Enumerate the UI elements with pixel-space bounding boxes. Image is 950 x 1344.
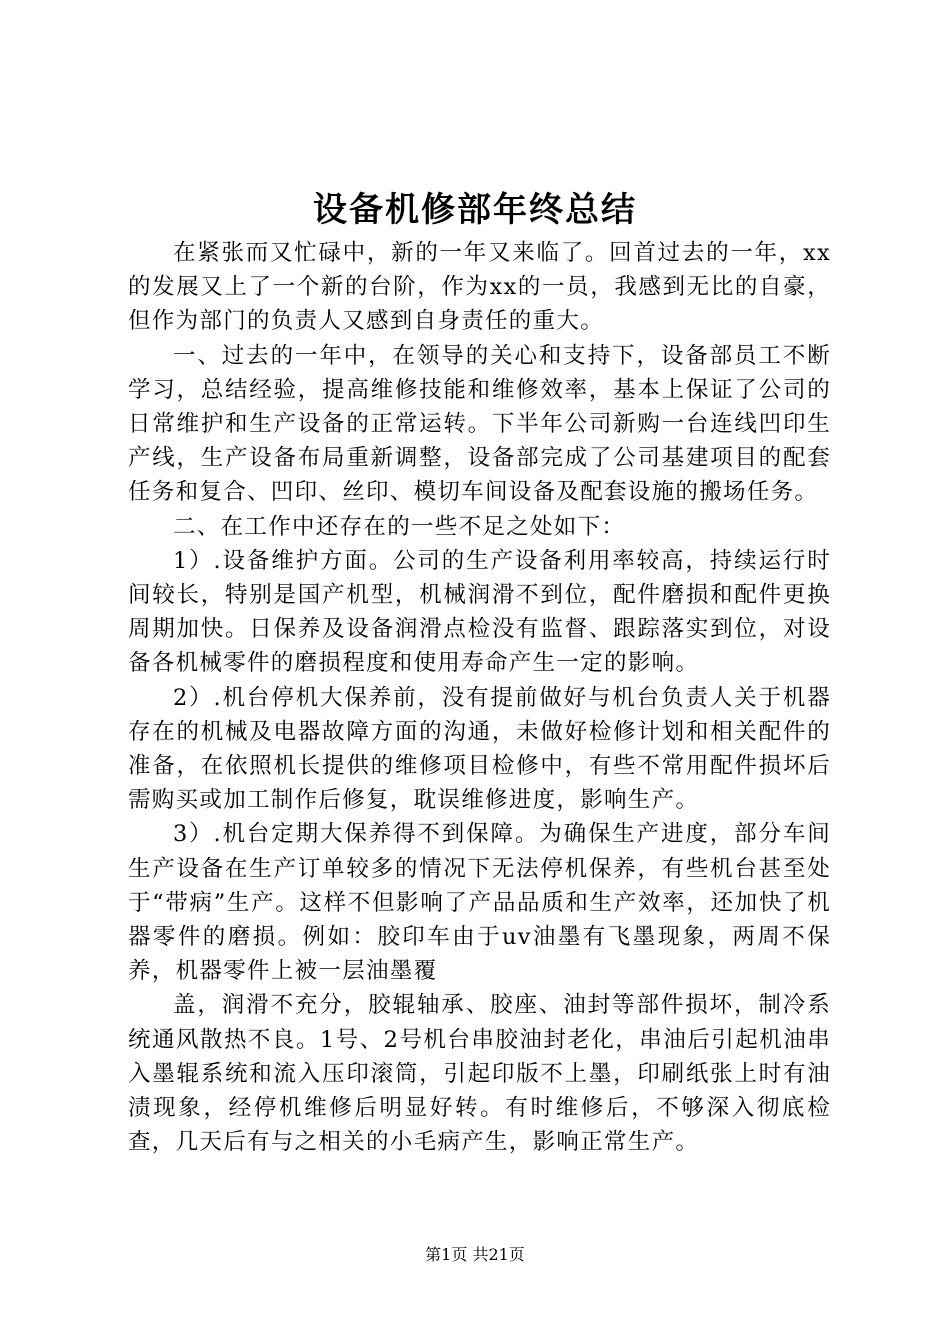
paragraph-continuation: 盖，润滑不充分，胶辊轴承、胶座、油封等部件损坏，制冷系统通风散热不良。1号、2号机台串胶油封老化，串油后引起机油串入墨辊系统和流入压印滚筒，引起印版不上墨，印刷纸张上时有油渍现象，经停机维修后明显好转。有时维修后，不够深入彻底检查，几天后有与之相关的小毛病产生，影响正常生产。	[128, 992, 831, 1156]
paragraph-item-1: 1）.设备维护方面。公司的生产设备利用率较高，持续运行时间较长，特别是国产机型，机械润滑不到位，配件磨损和配件更换周期加快。日保养及设备润滑点检没有监督、跟踪落实到位，对设备各机械零件的磨损程度和使用寿命产生一定的影响。	[128, 547, 831, 677]
paragraph-section-1: 一、过去的一年中，在领导的关心和支持下，设备部员工不断学习，总结经验，提高维修技能和维修效率，基本上保证了公司的日常维护和生产设备的正常运转。下半年公司新购一台连线凹印生产线，生产设备布局重新调整，设备部完成了公司基建项目的配套任务和复合、凹印、丝印、模切车间设备及配套设施的搬场任务。	[128, 342, 831, 506]
paragraph-intro: 在紧张而又忙碌中，新的一年又来临了。回首过去的一年，xx的发展又上了一个新的台阶，作为xx的一员，我感到无比的自豪，但作为部门的负责人又感到自身责任的重大。	[128, 240, 831, 335]
document-title: 设备机修部年终总结	[313, 190, 637, 230]
paragraph-section-2: 二、在工作中还存在的一些不足之处如下：	[173, 513, 626, 540]
paragraph-item-2: 2）.机台停机大保养前，没有提前做好与机台负责人关于机器存在的机械及电器故障方面的沟通，未做好检修计划和相关配件的准备，在依照机长提供的维修项目检修中，有些不常用配件损坏后需购买或加工制作后修复，耽误维修进度，影响生产。	[128, 684, 831, 814]
document-body	[128, 236, 831, 1159]
paragraph-item-3: 3）.机台定期大保养得不到保障。为确保生产进度，部分车间生产设备在生产订单较多的情况下无法停机保养，有些机台甚至处于“带病”生产。这样不但影响了产品品质和生产效率，还加快了机器零件的磨损。例如：胶印车由于uv油墨有飞墨现象，两周不保养，机器零件上被一层油墨覆	[128, 821, 831, 985]
page-number-footer: 第1页 共21页	[425, 1245, 525, 1264]
